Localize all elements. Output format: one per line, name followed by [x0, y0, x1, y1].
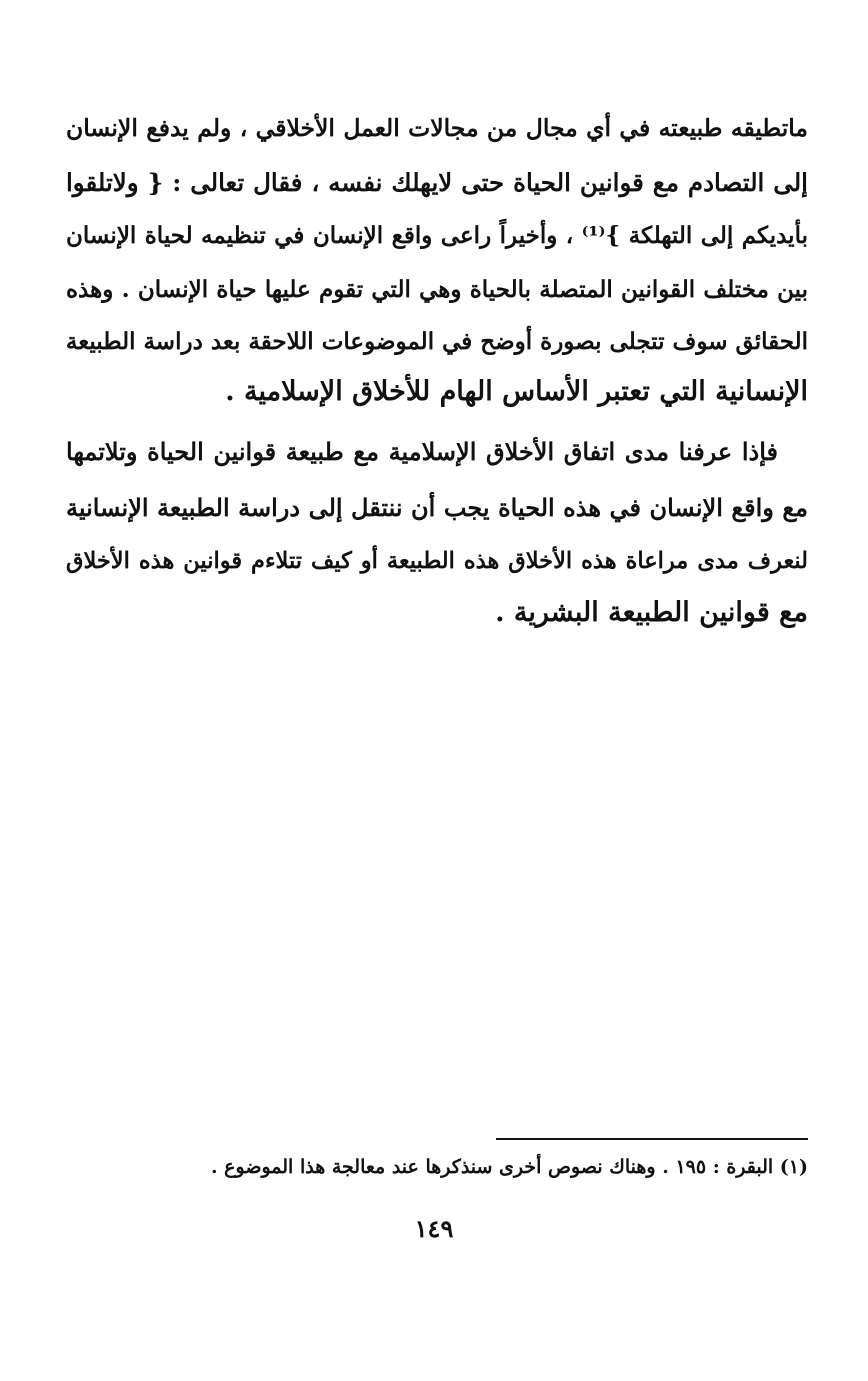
paragraph-1-line-6: الإنسانية التي تعتبر الأساس الهام للأخلاق الإسلامية .	[225, 376, 808, 407]
paragraph-1-line-4: بين مختلف القوانين المتصلة بالحياة وهي التي تقوم عليها حياة الإنسان . وهذه	[66, 276, 808, 303]
paragraph-1-line-5: الحقائق سوف تتجلى بصورة أوضح في الموضوعات اللاحقة بعد دراسة الطبيعة	[65, 328, 808, 355]
footnote: (١) البقرة : ١٩٥ . وهناك نصوص أخرى سنذكرها عند معالجة هذا الموضوع .	[210, 1156, 808, 1178]
paragraph-2-line-2: مع واقع الإنسان في هذه الحياة يجب أن ننتقل إلى دراسة الطبيعة الإنسانية	[66, 493, 808, 522]
paragraph-1-line-3: بأيديكم إلى التهلكة }⁽¹⁾ ، وأخيراً راعى واقع الإنسان في تنظيمه لحياة الإنسان	[66, 222, 808, 249]
paragraph-2-line-1: فإذا عرفنا مدى اتفاق الأخلاق الإسلامية مع طبيعة قوانين الحياة وتلاتمها	[66, 437, 778, 466]
footnote-separator	[496, 1138, 808, 1140]
paragraph-1-line-2: إلى التصادم مع قوانين الحياة حتى لايهلك نفسه ، فقال تعالى : { ولاتلقوا	[66, 168, 808, 197]
page-number: ١٤٩	[414, 1214, 454, 1243]
paragraph-1-line-1: ماتطيقه طبيعته في أي مجال من مجالات العمل الأخلاقي ، ولم يدفع الإنسان	[66, 114, 808, 142]
paragraph-2-line-4: مع قوانين الطبيعة البشرية .	[495, 597, 808, 628]
paragraph-2-line-3: لنعرف مدى مراعاة هذه الأخلاق هذه الطبيعة أو كيف تتلاءم قوانين هذه الأخلاق	[66, 548, 808, 574]
